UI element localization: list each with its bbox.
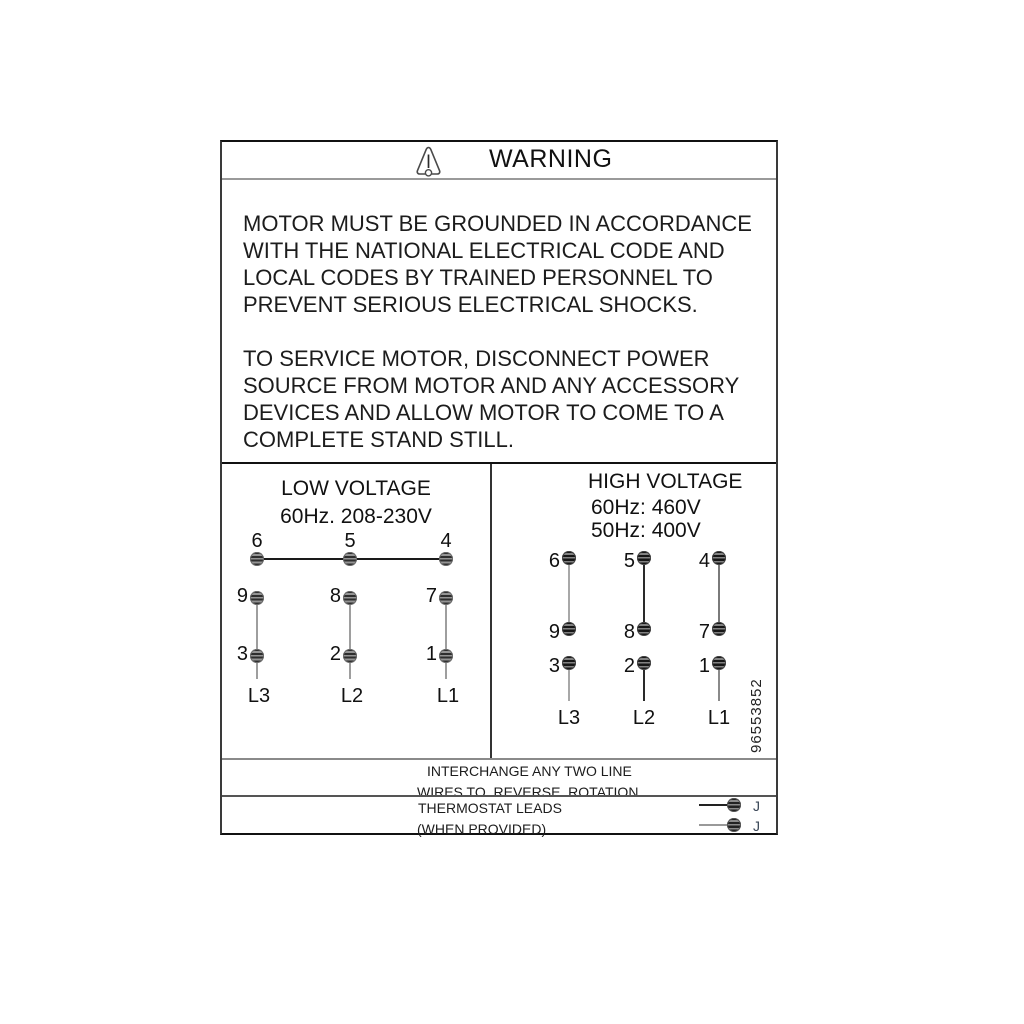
thermostat-lead-dot-1 <box>727 798 741 812</box>
line-lead-L2: L2 <box>340 685 364 707</box>
terminal-number-9: 9 <box>548 621 560 643</box>
warning-line: WITH THE NATIONAL ELECTRICAL CODE AND <box>243 238 725 263</box>
terminal-number-5: 5 <box>623 550 635 572</box>
wire-9-3-L3 <box>256 598 258 679</box>
line-lead-L1: L1 <box>707 707 731 729</box>
wire-5-8 <box>643 558 645 629</box>
terminal-number-6: 6 <box>251 530 263 552</box>
warning-paragraph-service <box>243 345 776 453</box>
rotation-note-line1: INTERCHANGE ANY TWO LINE <box>427 763 632 779</box>
part-number: 96553852 <box>748 678 765 754</box>
thermostat-lead-tag-2: J <box>753 818 760 834</box>
terminal-number-9: 9 <box>236 585 248 607</box>
terminal-dot-1 <box>712 656 726 670</box>
low-voltage-title: LOW VOLTAGE <box>281 477 431 500</box>
wire-6-9 <box>568 558 570 629</box>
terminal-dot-7 <box>439 591 453 605</box>
terminal-number-3: 3 <box>236 643 248 665</box>
wire-8-2-L2 <box>349 598 351 679</box>
terminal-dot-8 <box>343 591 357 605</box>
terminal-number-7: 7 <box>698 621 710 643</box>
line-lead-L3: L3 <box>247 685 271 707</box>
warning-line: COMPLETE STAND STILL. <box>243 427 514 452</box>
warning-paragraph-grounding <box>243 210 776 318</box>
line-lead-L2: L2 <box>632 707 656 729</box>
terminal-number-2: 2 <box>623 655 635 677</box>
terminal-number-8: 8 <box>623 621 635 643</box>
terminal-number-3: 3 <box>548 655 560 677</box>
thermostat-lead-tag-1: J <box>753 798 760 814</box>
terminal-number-4: 4 <box>698 550 710 572</box>
terminal-dot-5 <box>637 551 651 565</box>
when-provided-label: (WHEN PROVIDED) <box>417 821 547 837</box>
thermostat-leads-row <box>222 795 776 837</box>
line-lead-L3: L3 <box>557 707 581 729</box>
terminal-dot-3 <box>250 649 264 663</box>
terminal-number-8: 8 <box>329 585 341 607</box>
high-voltage-title: HIGH VOLTAGE <box>588 470 743 493</box>
terminal-dot-2 <box>637 656 651 670</box>
warning-line: MOTOR MUST BE GROUNDED IN ACCORDANCE <box>243 211 752 236</box>
warning-text-section <box>222 180 776 462</box>
terminal-dot-8 <box>637 622 651 636</box>
terminal-number-1: 1 <box>425 643 437 665</box>
warning-title: WARNING <box>489 145 613 173</box>
line-lead-L1: L1 <box>436 685 460 707</box>
high-voltage-rating-50hz: 50Hz: 400V <box>591 519 701 542</box>
terminal-dot-3 <box>562 656 576 670</box>
thermostat-lead-dot-2 <box>727 818 741 832</box>
terminal-dot-5 <box>343 552 357 566</box>
warning-line: SOURCE FROM MOTOR AND ANY ACCESSORY <box>243 373 740 398</box>
low-voltage-panel <box>222 464 492 758</box>
terminal-dot-4 <box>712 551 726 565</box>
terminal-number-1: 1 <box>698 655 710 677</box>
wiring-diagrams-section <box>222 462 776 758</box>
terminal-dot-9 <box>250 591 264 605</box>
warning-line: PREVENT SERIOUS ELECTRICAL SHOCKS. <box>243 292 698 317</box>
wire-4-7 <box>718 558 720 629</box>
terminal-number-5: 5 <box>344 530 356 552</box>
terminal-dot-4 <box>439 552 453 566</box>
thermostat-lead-wire-2 <box>699 824 728 826</box>
terminal-number-4: 4 <box>440 530 452 552</box>
terminal-number-2: 2 <box>329 643 341 665</box>
motor-warning-label <box>220 140 778 835</box>
terminal-number-7: 7 <box>425 585 437 607</box>
terminal-number-6: 6 <box>548 550 560 572</box>
warning-header <box>222 142 776 180</box>
low-voltage-rating: 60Hz. 208-230V <box>280 505 432 528</box>
wire-7-1-L1 <box>445 598 447 679</box>
thermostat-leads-label: THERMOSTAT LEADS <box>418 800 562 816</box>
terminal-dot-6 <box>562 551 576 565</box>
warning-line: DEVICES AND ALLOW MOTOR TO COME TO A <box>243 400 724 425</box>
thermostat-lead-wire-1 <box>699 804 728 806</box>
warning-triangle-icon <box>415 145 442 183</box>
terminal-dot-9 <box>562 622 576 636</box>
high-voltage-panel <box>492 464 776 758</box>
terminal-dot-1 <box>439 649 453 663</box>
warning-line: TO SERVICE MOTOR, DISCONNECT POWER <box>243 346 710 371</box>
terminal-dot-2 <box>343 649 357 663</box>
rotation-note-line2: WIRES TO REVERSE ROTATION <box>417 784 639 800</box>
warning-line: LOCAL CODES BY TRAINED PERSONNEL TO <box>243 265 713 290</box>
terminal-dot-7 <box>712 622 726 636</box>
terminal-dot-6 <box>250 552 264 566</box>
high-voltage-rating-60hz: 60Hz: 460V <box>591 496 701 519</box>
rotation-note-row <box>222 758 776 800</box>
